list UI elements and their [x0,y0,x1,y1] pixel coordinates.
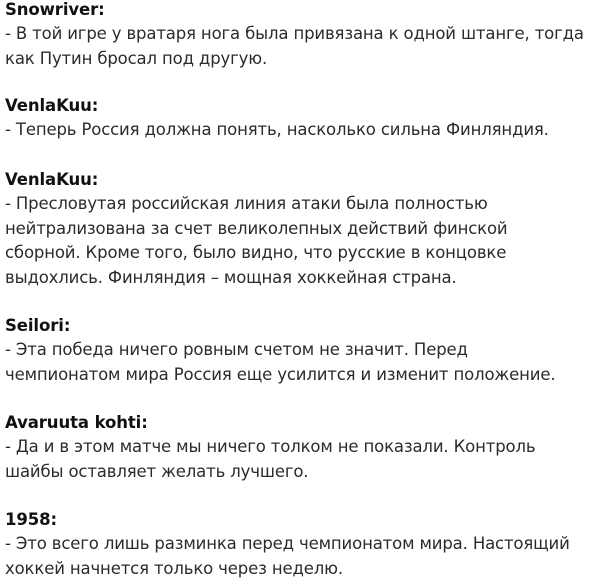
comment-text [5,532,570,581]
comment-line: сборной. Кроме того, было видно, что русские в концовке [5,243,507,262]
comment-snowriver [5,0,584,71]
comment-line: нейтрализована за счет великолепных действий финской [5,218,508,238]
comment-1958 [5,508,570,581]
comment-text [5,118,549,143]
comment-line: - Это всего лишь разминка перед чемпионатом мира. Настоящий [5,534,570,553]
comment-text [5,192,508,290]
comment-author: 1958: [5,510,58,529]
comment-line: шайбы оставляет желать лучшего. [5,461,309,481]
comment-text [5,435,535,484]
comment-text [5,22,584,71]
comment-line: - Да и в этом матче мы ничего толком не показали. Контроль [5,437,536,456]
comment-venlakuu-1 [5,94,549,143]
comment-venlakuu-2 [5,168,508,290]
comment-author: Snowriver: [5,0,105,19]
comment-author: VenlaKuu: [5,96,99,115]
comment-line: хоккей начнется только через неделю. [5,558,343,578]
comment-author: Seilori: [5,316,71,335]
comment-line: как Путин бросал под другую. [5,48,268,68]
comment-text [5,338,555,387]
comment-line: - Пресловутая российская линия атаки была полностью [5,194,488,213]
comment-author: Avaruuta kohti: [5,413,148,432]
comment-avaruuta-kohti [5,411,535,484]
comment-line: - В той игре у вратаря нога была привязана к одной штанге, тогда [5,24,584,43]
comment-line: выдохлись. Финляндия – мощная хоккейная страна. [5,267,457,287]
comment-line: чемпионатом мира Россия еще усилится и изменит положение. [5,364,556,384]
comment-author: VenlaKuu: [5,170,99,189]
comment-seilori [5,314,555,387]
comment-line: - Эта победа ничего ровным счетом не значит. Перед [5,340,468,359]
comment-line: - Теперь Россия должна понять, насколько сильна Финляндия. [5,120,549,139]
